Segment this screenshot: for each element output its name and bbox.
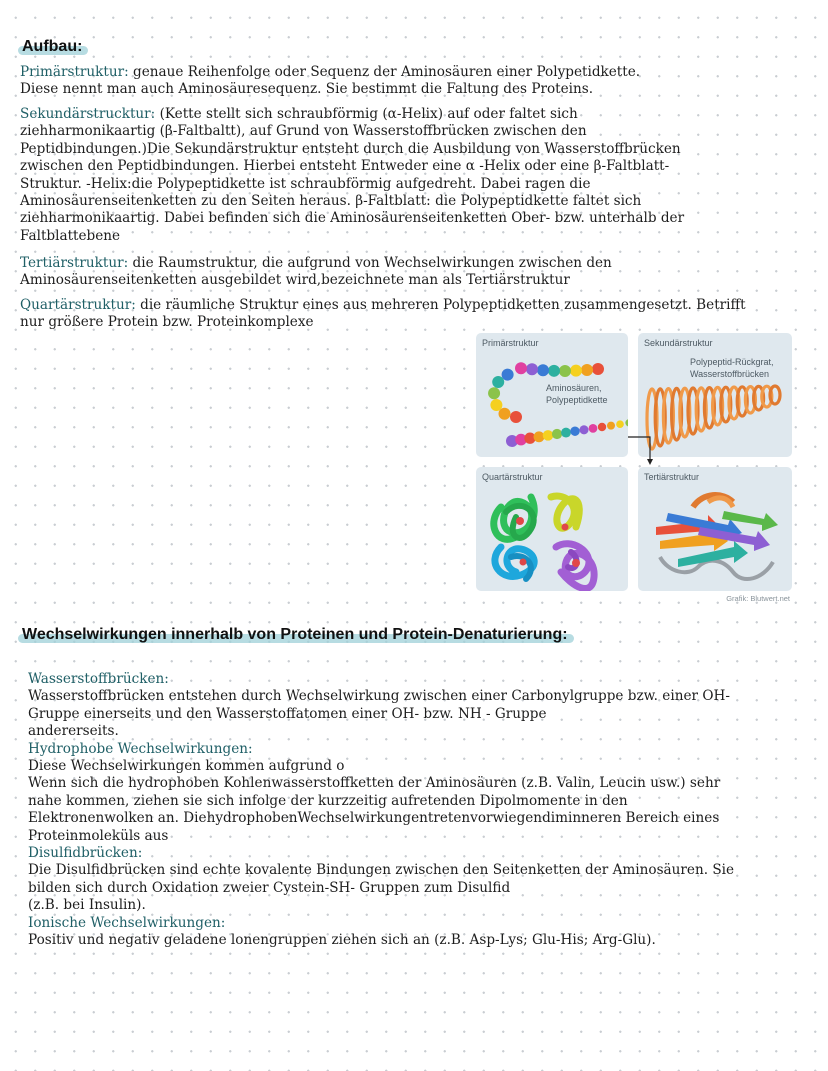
wechselwirkungen-text [28, 671, 734, 950]
callout-primaer-line2: Polypeptidkette [546, 395, 608, 405]
body-line: nahe kommen, ziehen sie sich infolge der kurzzeitig aufretenden Dipolmomente in den [28, 792, 628, 809]
body-line: Wenn sich die hydrophoben Kohlenwasserstoffketten der Aminosäuren (z.B. Valin, Leucin usw.) sehr [28, 775, 721, 792]
paragraph-primaerstruktur [20, 64, 640, 99]
quartaer-line: nur größere Protein bzw. Proteinkomplexe [20, 314, 314, 331]
primaer-line: Diese nennt man auch Aminosäuresequenz. Sie bestimmt die Faltung des Proteins. [20, 81, 594, 98]
subheading: Wasserstoffbrücken: [28, 671, 169, 687]
body-line: Die Disulfidbrücken sind echte kovalente Bindungen zwischen den Seitenketten der Aminosäuren. Sie [28, 862, 735, 879]
tertiaer-lines [20, 255, 612, 290]
quartaer-lines [20, 297, 746, 332]
heading-wechselwirkungen: Wechselwirkungen innerhalb von Proteinen und Protein-Denaturierung: [22, 626, 568, 644]
label-quartaerstruktur: Quartärstruktur [482, 472, 543, 482]
tertiaer-text: die Raumstruktur, die aufgrund von Wechselwirkungen zwischen den [128, 255, 612, 271]
callout-sekundaer-line1: Polypeptid-Rückgrat, [690, 357, 774, 367]
subheading: Disulfidbrücken: [28, 845, 143, 862]
primaer-line [20, 64, 640, 81]
structure-flow-arrows [476, 333, 792, 473]
paragraph-quartaerstruktur [20, 297, 746, 332]
primaer-text: genaue Reihenfolge oder Sequenz der Aminosäuren einer Polypetidkette. [128, 64, 641, 80]
panel-quartaerstruktur [476, 467, 628, 591]
sekundaer-line: ziehharmonikaartig (β-Faltbaltt), auf Grund von Wasserstoffbrücken zwischen den [20, 123, 587, 140]
sekundaer-line: Struktur. -Helix:die Polypeptidkette ist schraubförmig aufgedreht. Dabei ragen die [20, 175, 591, 192]
primaer-term: Primärstruktur: [20, 64, 129, 80]
primaer-lines [20, 64, 640, 99]
tertiaer-term: Tertiärstruktur: [20, 255, 129, 271]
paragraph-tertiaerstruktur [20, 255, 612, 290]
body-line: andererseits. [28, 723, 119, 740]
tertiaer-line [20, 255, 612, 272]
paragraph-sekundaerstruktur [20, 106, 684, 245]
callout-primaer-line1: Aminosäuren, [546, 383, 602, 393]
label-sekundaerstruktur: Sekundärstruktur [644, 338, 713, 348]
label-tertiaerstruktur: Tertiärstruktur [644, 472, 700, 482]
body-line: Elektronenwolken an. DiehydrophobenWechselwirkungentretenvorwiegendiminneren Bereich eines [28, 810, 720, 827]
body-line: bilden sich durch Oxidation zweier Cystein-SH- Gruppen zum Disulfid [28, 879, 511, 896]
body-line: Diese Wechselwirkungen kommen aufgrund o [28, 758, 345, 775]
quartaer-line [20, 297, 746, 314]
callout-sekundaer-line2: Wasserstoffbrücken [690, 369, 770, 379]
label-primaerstruktur: Primärstruktur [482, 338, 539, 348]
body-line: Positiv und negativ geladene lonengruppen ziehen sich an (z.B. Asp-Lys; Glu-His; Arg-Glu). [28, 932, 656, 949]
sekundaer-line: Peptidbindungen.)Die Sekundärstruktur entsteht durch die Ausbildung von Wasserstoffbrücken [20, 140, 681, 157]
sekundaer-line: ziehharmonikaartig. Dabei befinden sich die Aminosäurenseitenketten Ober- bzw. unterhalb der [20, 210, 685, 227]
sekundaer-line [20, 106, 684, 123]
sekundaer-line: zwischen den Peptidbindungen. Hierbei entsteht Entweder eine α -Helix oder eine β-Faltblatt- [20, 158, 670, 175]
sekundaer-line: Aminosäurenseitenketten zu den Seiten heraus. β-Faltblatt: die Polypeptidkette faltet sich [20, 193, 642, 210]
tertiary-structure-illustration [638, 467, 792, 591]
body-line: Proteinmoleküls aus [28, 827, 169, 844]
sekundaer-line: Faltblattebene [20, 227, 121, 244]
body-line: Wasserstoffbrücken entstehen durch Wechselwirkung zwischen einer Carbonylgruppe bzw. einer OH- [28, 688, 730, 705]
tertiaer-line: Aminosäurenseitenketten ausgebildet wird,bezeichnete man als Tertiärstruktur [20, 272, 570, 289]
subheading: Ionische Wechselwirkungen: [28, 914, 226, 931]
sekundaer-text: (Kette stellt sich schraubförmig (α-Helix) auf oder faltet sich [155, 106, 578, 122]
body-line: (z.B. bei Insulin). [28, 897, 146, 914]
figure-credit: Grafik: Blutwert.net [726, 594, 790, 603]
heading-aufbau: Aufbau: [22, 38, 82, 56]
subheading: Hydrophobe Wechselwirkungen: [28, 740, 253, 757]
panel-tertiaerstruktur [638, 467, 792, 591]
body-line: Gruppe einerseits und den Wasserstoffatomen einer OH- bzw. NH - Gruppe [28, 705, 547, 722]
quartaer-text: die räumliche Struktur eines aus mehreren Polypeptidketten zusammengesetzt. Betrifft [135, 297, 746, 313]
protein-structure-figure [476, 333, 792, 603]
sekundaer-term: Sekundärstrucktur: [20, 106, 156, 122]
quartaer-term: Quartärstruktur: [20, 297, 136, 313]
sekundaer-lines [20, 106, 684, 245]
quaternary-complex-illustration [476, 467, 628, 591]
